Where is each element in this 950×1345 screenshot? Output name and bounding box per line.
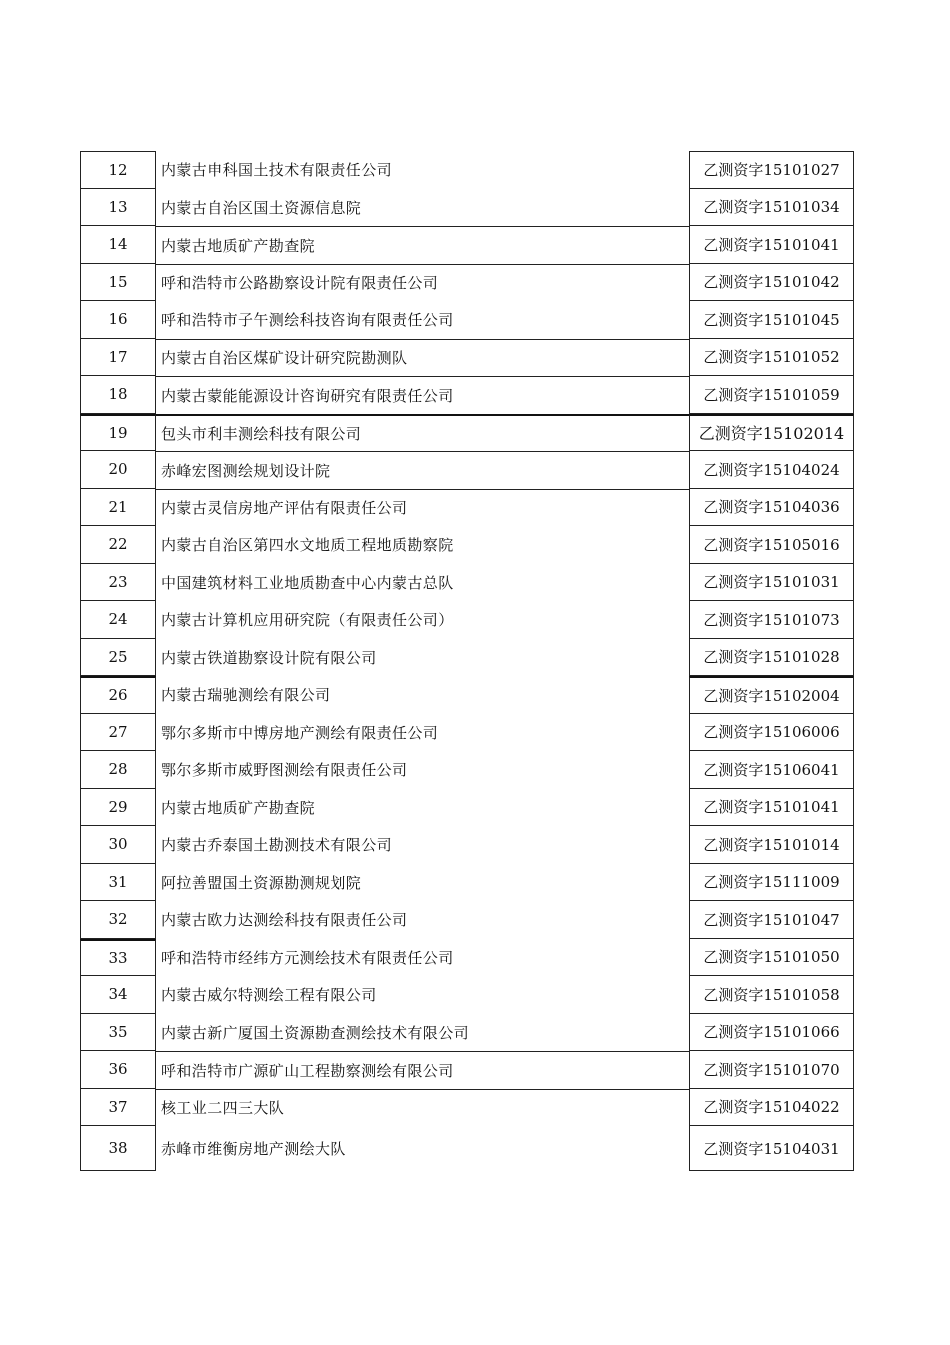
table-row [80, 264, 854, 302]
company-name: 内蒙古计算机应用研究院（有限责任公司） [161, 611, 454, 630]
table-row [80, 339, 854, 377]
qualification-code: 乙测资字15106041 [689, 751, 854, 789]
table-row [80, 976, 854, 1014]
qualification-code: 乙测资字15101073 [689, 601, 854, 639]
company-name: 呼和浩特市经纬方元测绘技术有限责任公司 [161, 948, 454, 967]
qualification-code: 乙测资字15101041 [689, 789, 854, 827]
qualification-code: 乙测资字15101041 [689, 226, 854, 264]
table-row [80, 301, 854, 339]
qualification-code: 乙测资字15104036 [689, 489, 854, 527]
company-name: 内蒙古蒙能能源设计咨询研究有限责任公司 [156, 376, 689, 414]
qualification-code: 乙测资字15101042 [689, 264, 854, 302]
qualification-code: 乙测资字15101047 [689, 901, 854, 939]
company-name: 赤峰市维衡房地产测绘大队 [161, 1140, 346, 1158]
row-number: 38 [80, 1126, 156, 1171]
table-row [80, 1089, 854, 1127]
table-row [80, 451, 854, 489]
row-number: 30 [80, 826, 156, 864]
qualification-code: 乙测资字15101031 [689, 564, 854, 602]
table-row [80, 564, 854, 602]
table-row [80, 601, 854, 639]
row-number: 20 [80, 451, 156, 489]
row-number: 24 [80, 601, 156, 639]
company-name: 呼和浩特市子午测绘科技咨询有限责任公司 [161, 311, 454, 330]
company-name: 内蒙古灵信房地产评估有限责任公司 [156, 489, 689, 527]
company-name: 内蒙古地质矿产勘查院 [161, 798, 316, 817]
row-number: 14 [80, 226, 156, 264]
row-number: 28 [80, 751, 156, 789]
row-number: 26 [80, 676, 156, 714]
row-number: 27 [80, 714, 156, 752]
company-name: 赤峰宏图测绘规划设计院 [156, 451, 689, 489]
row-number: 21 [80, 489, 156, 527]
qualification-code: 乙测资字15101014 [689, 826, 854, 864]
row-number: 16 [80, 301, 156, 339]
company-name: 内蒙古威尔特测绘工程有限公司 [161, 986, 377, 1005]
registry-table [80, 151, 854, 1171]
company-name: 呼和浩特市广源矿山工程勘察测绘有限公司 [156, 1051, 689, 1089]
table-row [80, 189, 854, 227]
table-row [80, 751, 854, 789]
company-name: 内蒙古自治区煤矿设计研究院勘测队 [156, 339, 689, 377]
table-row [80, 226, 854, 264]
row-number: 25 [80, 639, 156, 677]
company-name: 内蒙古乔泰国土勘测技术有限公司 [161, 836, 393, 855]
table-row [80, 826, 854, 864]
table-row [80, 151, 854, 189]
table-row [80, 676, 854, 714]
qualification-code: 乙测资字15104031 [689, 1126, 854, 1171]
company-name: 内蒙古申科国土技术有限责任公司 [161, 161, 393, 180]
company-name: 内蒙古新广厦国土资源勘查测绘技术有限公司 [161, 1023, 470, 1042]
company-name: 鄂尔多斯市威野图测绘有限责任公司 [161, 761, 408, 780]
row-number: 29 [80, 789, 156, 827]
company-name: 包头市利丰测绘科技有限公司 [156, 414, 689, 452]
company-name: 呼和浩特市公路勘察设计院有限责任公司 [156, 264, 689, 302]
row-number: 34 [80, 976, 156, 1014]
row-number: 19 [80, 414, 156, 452]
qualification-code: 乙测资字15104022 [689, 1089, 854, 1127]
row-number: 37 [80, 1089, 156, 1127]
company-name: 内蒙古瑞驰测绘有限公司 [161, 686, 331, 705]
row-number: 23 [80, 564, 156, 602]
company-name: 内蒙古铁道勘察设计院有限公司 [161, 648, 377, 667]
company-name: 内蒙古自治区第四水文地质工程地质勘察院 [161, 536, 454, 555]
row-number: 12 [80, 151, 156, 189]
qualification-code: 乙测资字15111009 [689, 864, 854, 902]
company-name: 鄂尔多斯市中博房地产测绘有限责任公司 [161, 723, 439, 742]
table-row [80, 526, 854, 564]
company-name: 内蒙古自治区国土资源信息院 [161, 198, 362, 217]
qualification-code: 乙测资字15101052 [689, 339, 854, 377]
company-name: 内蒙古地质矿产勘查院 [156, 226, 689, 264]
table-row [80, 1126, 854, 1171]
row-number: 15 [80, 264, 156, 302]
table-row [80, 901, 854, 939]
company-name: 内蒙古欧力达测绘科技有限责任公司 [161, 911, 408, 930]
row-number: 13 [80, 189, 156, 227]
qualification-code: 乙测资字15101028 [689, 639, 854, 677]
row-number: 31 [80, 864, 156, 902]
row-number: 36 [80, 1051, 156, 1089]
company-name: 中国建筑材料工业地质勘查中心内蒙古总队 [161, 573, 454, 592]
qualification-code: 乙测资字15101027 [689, 151, 854, 189]
qualification-code: 乙测资字15102014 [689, 414, 854, 452]
table-row [80, 789, 854, 827]
qualification-code: 乙测资字15102004 [689, 676, 854, 714]
row-number: 32 [80, 901, 156, 939]
row-number: 35 [80, 1014, 156, 1052]
table-row [80, 1051, 854, 1089]
row-number: 22 [80, 526, 156, 564]
table-row [80, 1014, 854, 1052]
table-row [80, 939, 854, 977]
qualification-code: 乙测资字15106006 [689, 714, 854, 752]
row-number: 17 [80, 339, 156, 377]
company-name: 核工业二四三大队 [156, 1089, 689, 1127]
table-row [80, 639, 854, 677]
table-row [80, 376, 854, 414]
qualification-code: 乙测资字15101034 [689, 189, 854, 227]
row-number: 18 [80, 376, 156, 414]
table-row [80, 864, 854, 902]
company-name: 阿拉善盟国土资源勘测规划院 [161, 873, 362, 892]
qualification-code: 乙测资字15101058 [689, 976, 854, 1014]
qualification-code: 乙测资字15101066 [689, 1014, 854, 1052]
qualification-code: 乙测资字15101045 [689, 301, 854, 339]
table-row [80, 489, 854, 527]
qualification-code: 乙测资字15101059 [689, 376, 854, 414]
table-row [80, 414, 854, 452]
qualification-code: 乙测资字15104024 [689, 451, 854, 489]
qualification-code: 乙测资字15101070 [689, 1051, 854, 1089]
qualification-code: 乙测资字15101050 [689, 939, 854, 977]
table-row [80, 714, 854, 752]
qualification-code: 乙测资字15105016 [689, 526, 854, 564]
row-number: 33 [80, 939, 156, 977]
